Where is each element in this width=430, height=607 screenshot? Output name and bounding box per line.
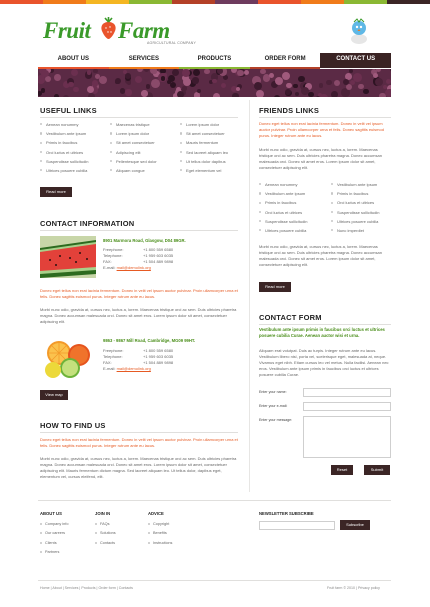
office-2-details	[103, 348, 243, 372]
reset-button[interactable]: Reset	[331, 465, 353, 475]
detail-label: E-mail:	[103, 366, 116, 371]
berry-texture	[71, 69, 78, 76]
friends-links-read-more-button[interactable]: Read more	[259, 282, 291, 292]
useful-links-col-3	[180, 122, 228, 177]
berry-texture	[319, 83, 324, 88]
friend-link[interactable]: Ultrices posuere cubilia	[259, 228, 307, 237]
berry-texture	[204, 69, 209, 74]
office-1-details	[103, 247, 243, 271]
berry-texture	[254, 82, 262, 90]
berry-texture	[217, 69, 223, 74]
detail-label: FAX:	[103, 259, 112, 264]
contact-form-body: Aliquam erat volutpat. Duis ac turpis. Integer rutrum ante eu lacus. Vestibulum libero nisl, porta vel, scelerisque eget, malesuada at, neque. Vivamus eget nibh. Etiam cursus leo vel metus. Nulla facilisi. Aenean nec eros. Vestibulum ante ipsum primis in faucibus orci luctus et ultrices posuere cubilia Curae.	[259, 348, 389, 377]
berry-texture	[125, 73, 131, 79]
berry-texture	[269, 73, 274, 78]
berry-texture	[213, 93, 220, 97]
logo-tagline: AGRICULTURAL COMPANY	[147, 41, 197, 45]
berry-texture	[88, 93, 95, 97]
berry-texture	[54, 74, 60, 80]
friend-link[interactable]: Nunc imperdiet	[331, 228, 379, 237]
useful-link[interactable]: Primis in faucibus	[40, 140, 88, 149]
useful-link[interactable]: Ultrices posuere cubilia	[40, 168, 88, 177]
footer-about-list	[40, 522, 68, 559]
useful-link[interactable]: Maecenas tristique	[110, 122, 157, 131]
berry-texture	[390, 69, 391, 72]
berry-texture	[144, 69, 149, 72]
useful-links-col-2	[110, 122, 157, 177]
berry-texture	[182, 69, 190, 77]
friend-link[interactable]: Orci luctus et ultrices	[259, 210, 307, 219]
detail-value: +1 800 559 6580	[143, 348, 174, 353]
friends-links-body-2: Morbi nunc odio, gravida at, cursus nec, luctus a, lorem. Maecenas tristique orci ac sem. Duis ultricies pharetra magna. Donec accumsan malesuada orci. Donec sit amet eros. Lorem ipsum dolor sit amet, consectetuer adipiscing elit.	[259, 244, 382, 267]
useful-link[interactable]: Ut tellus dolor dapibus	[180, 159, 228, 168]
berry-texture	[141, 90, 148, 97]
how-to-find-body: Morbi nunc odio, gravida at, cursus nec, luctus a, lorem. Maecenas tristique orci ac sem. Duis ultricies pharetra magna. Donec accumsan malesuada orci. Donec sit amet eros. Lorem ipsum dolor sit amet, consectetuer adipiscing elit. Mauris fermentum dictum magna. Sed laoreet aliquam leo. Ut tellus dolor, dapibus eget, elementum vel, cursus eleifend, elit.	[40, 456, 237, 479]
footer-link[interactable]: Contacts	[95, 541, 116, 550]
useful-link[interactable]: Vestibulum ante ipsum	[40, 131, 88, 140]
detail-value: +1 959 603 6035	[143, 253, 174, 258]
berry-texture	[177, 91, 184, 97]
nav-order-form[interactable]: ORDER FORM	[250, 53, 321, 68]
berry-texture	[168, 75, 175, 82]
useful-links-read-more-button[interactable]: Read more	[40, 187, 72, 197]
footer-link[interactable]: Our careers	[40, 531, 68, 540]
top-color-stripe	[0, 0, 430, 4]
berry-texture	[293, 84, 298, 89]
berry-texture	[308, 92, 313, 97]
detail-value: +1 800 559 6580	[143, 247, 174, 252]
berry-texture	[386, 79, 391, 84]
useful-link[interactable]: Eget elementum vel	[180, 168, 228, 177]
footer-link[interactable]: Solutions	[95, 531, 116, 540]
how-to-find-heading: HOW TO FIND US	[40, 421, 106, 430]
berry-texture	[182, 86, 186, 90]
useful-link[interactable]: Aliquam congue	[110, 168, 157, 177]
berry-texture	[282, 72, 290, 80]
friend-link[interactable]: Ultrices posuere cubilia	[331, 219, 379, 228]
berry-texture	[256, 90, 265, 97]
berry-texture	[135, 76, 142, 83]
detail-value: +1 959 603 6035	[143, 354, 174, 359]
berry-texture	[375, 78, 383, 86]
berry-texture	[212, 79, 217, 84]
message-field-label: Enter your message:	[259, 418, 293, 422]
newsletter-heading: NEWSLETTER SUBSCRIBE	[259, 511, 314, 516]
berry-texture	[244, 70, 249, 75]
contact-info-body: Morbi nunc odio, gravida at, cursus nec, luctus a, lorem. Maecenas tristique orci ac sem. Duis ultricies pharetra magna. Donec accumsan malesuada orci. Donec sit amet eros. Lorem ipsum dolor sit amet, consectetuer adipiscing elit.	[40, 307, 237, 324]
contact-info-lead: Donec eget tellus non erat lacinia fermentum. Donec in velit vel ipsum auctor pulvinar. Proin ullamcorper urna et felis. Donec sagittis euismod purus. Integer rutrum ante eu lacus.	[40, 288, 238, 299]
useful-link[interactable]: Mauris fermentum	[180, 140, 228, 149]
berry-texture	[286, 83, 292, 89]
berry-texture	[146, 84, 150, 88]
berry-texture	[363, 89, 369, 95]
friends-links-col-1	[259, 182, 307, 237]
friend-link[interactable]: Primis in faucibus	[331, 191, 379, 200]
footer-divider	[38, 500, 391, 501]
stripe-segment	[301, 0, 344, 4]
berry-texture	[349, 69, 353, 73]
detail-value: +1 504 889 9898	[143, 259, 174, 264]
footer-join-list	[95, 522, 116, 550]
footer-link[interactable]: Instructions	[148, 541, 172, 550]
berry-texture	[170, 82, 176, 88]
useful-links-heading: USEFUL LINKS	[40, 106, 97, 115]
useful-link[interactable]: Suspendisse sollicitudin	[40, 159, 88, 168]
email-field-label: Enter your e-mail:	[259, 404, 288, 408]
stripe-segment	[129, 0, 172, 4]
berry-texture	[223, 75, 228, 80]
friend-link[interactable]: Aenean nonummy	[259, 182, 307, 191]
watermelon-photo	[40, 236, 96, 278]
stripe-segment	[43, 0, 86, 4]
berry-texture	[193, 69, 200, 76]
detail-value: +1 504 889 9898	[143, 360, 174, 365]
footer-link[interactable]: Clients	[40, 541, 68, 550]
berry-texture	[125, 89, 131, 95]
footer-link[interactable]: Benefits	[148, 531, 172, 540]
berry-texture	[161, 76, 165, 80]
friends-links-body-1: Morbi nunc odio, gravida at, cursus nec, luctus a, lorem. Maecenas tristique orci ac sem. Duis ultricies pharetra magna. Donec accumsan malesuada orci. Donec sit amet eros. Lorem ipsum dolor sit amet, consectetuer adipiscing elit.	[259, 147, 382, 170]
useful-link[interactable]: Adipiscing elit	[110, 150, 157, 159]
berry-texture	[316, 96, 320, 97]
berries-banner-image	[38, 69, 391, 97]
footer-advice-heading: ADVICE	[148, 511, 164, 516]
nav-about-us[interactable]: ABOUT US	[38, 53, 109, 68]
friend-link[interactable]: Vestibulum ante ipsum	[331, 182, 379, 191]
nav-products[interactable]: PRODUCTS	[179, 53, 250, 68]
message-textarea[interactable]	[303, 416, 391, 458]
contact-form-heading: CONTACT FORM	[259, 313, 322, 322]
office-2-email-link[interactable]: mail@demolink.org	[116, 366, 151, 371]
berry-texture	[54, 94, 59, 97]
detail-label: Telephone:	[103, 354, 123, 359]
footer-link[interactable]: Company info	[40, 522, 68, 531]
contact-form-lead: Vestibulum ante ipsum primis in faucibus orci luctus et ultrices posuere cubilia Curae. Aenean auctor wisi et urna.	[259, 327, 385, 339]
berry-texture	[38, 75, 45, 84]
footer-bottom-links[interactable]: Home | About | Services | Products | Order form | Contacts	[40, 586, 133, 590]
logo-word-fruit: Fruit	[43, 18, 91, 43]
berry-texture	[194, 92, 201, 97]
berry-texture	[93, 69, 97, 73]
detail-label: Freephone:	[103, 247, 124, 252]
how-to-find-lead: Donec eget tellus non erat lacinia fermentum. Donec in velit vel ipsum auctor pulvinar. Proin ullamcorper urna et felis. Donec sagittis euismod purus. Integer rutrum ante eu lacus.	[40, 437, 238, 448]
column-separator	[249, 100, 250, 492]
berry-texture	[99, 76, 107, 84]
berry-texture	[236, 87, 240, 91]
newsletter-email-input[interactable]	[259, 521, 335, 530]
berry-texture	[385, 89, 391, 97]
stripe-segment	[387, 0, 430, 4]
divider	[259, 117, 391, 118]
logo[interactable]	[43, 13, 213, 53]
office-2-address: 9863 - 9867 Mill Road, Cambridge, MG09 99HT.	[103, 338, 196, 343]
useful-link[interactable]: Sed laoreet aliquam leo	[180, 150, 228, 159]
berry-texture	[192, 77, 198, 83]
berry-texture	[260, 69, 266, 74]
detail-label: Freephone:	[103, 348, 124, 353]
berry-texture	[326, 80, 332, 86]
berry-texture	[331, 91, 338, 97]
friend-link[interactable]: Vestibulum ante ipsum	[259, 191, 307, 200]
useful-link[interactable]: Lorem ipsum dolor	[180, 122, 228, 131]
berry-texture	[232, 93, 238, 97]
office-1-address: 8901 Marmora Road, Glasgow, D04 89GR.	[103, 238, 186, 243]
berry-texture	[353, 73, 362, 82]
useful-link[interactable]: Sit amet consectetuer	[180, 131, 228, 140]
berry-texture	[41, 88, 46, 93]
berry-texture	[320, 94, 329, 97]
friend-link[interactable]: Suspendisse sollicitudin	[259, 219, 307, 228]
footer-advice-list	[148, 522, 172, 550]
bird-mascot-icon	[348, 15, 370, 45]
divider	[40, 432, 238, 433]
stripe-segment	[215, 0, 258, 4]
footer-about-heading: ABOUT US	[40, 511, 62, 516]
berry-texture	[127, 81, 131, 85]
berry-texture	[137, 69, 143, 72]
useful-link[interactable]: Sit amet consectetuer	[110, 140, 157, 149]
stripe-segment	[86, 0, 129, 4]
stripe-segment	[258, 0, 301, 4]
copyright-text: Fruit farm © 2010 | Privacy policy	[327, 586, 380, 590]
main-nav	[38, 53, 391, 68]
name-field-label: Enter your name:	[259, 390, 287, 394]
friends-links-col-2	[331, 182, 379, 237]
friend-link[interactable]: Orci luctus et ultrices	[331, 200, 379, 209]
berry-texture	[334, 80, 340, 86]
berry-texture	[295, 92, 300, 97]
divider	[40, 117, 238, 118]
stripe-segment	[344, 0, 387, 4]
submit-button[interactable]: Submit	[364, 465, 390, 475]
friends-links-heading: FRIENDS LINKS	[259, 106, 320, 115]
stripe-segment	[0, 0, 43, 4]
berry-texture	[73, 87, 79, 93]
office-1-email-link[interactable]: mail@demolink.org	[116, 265, 151, 270]
useful-link[interactable]: Aenean nonummy	[40, 122, 88, 131]
friends-links-lead: Donec eget tellus non erat lacinia fermentum. Donec in velit vel ipsum auctor pulvinar. Proin ullamcorper urna et felis. Donec sagittis euismod purus. Integer rutrum ante eu lacus.	[259, 121, 384, 138]
useful-link[interactable]: Lorem ipsum dolor	[110, 131, 157, 140]
berry-texture	[197, 89, 202, 94]
strawberry-icon	[99, 17, 118, 40]
divider	[259, 324, 391, 325]
divider	[40, 230, 238, 231]
berry-texture	[221, 83, 226, 88]
useful-link[interactable]: Pellentesque sed dolor	[110, 159, 157, 168]
citrus-photo	[40, 338, 96, 380]
footer-link[interactable]: Partners	[40, 550, 68, 559]
berry-texture	[63, 95, 69, 97]
berry-texture	[285, 89, 291, 95]
friend-link[interactable]: Suspendisse sollicitudin	[331, 210, 379, 219]
nav-contact-us[interactable]: CONTACT US	[320, 53, 391, 68]
footer-link[interactable]: FAQs	[95, 522, 116, 531]
berry-texture	[115, 78, 121, 84]
friend-link[interactable]: Primis in faucibus	[259, 200, 307, 209]
detail-label: Telephone:	[103, 253, 123, 258]
footer-bottom-divider	[38, 580, 391, 581]
detail-label: E-mail:	[103, 265, 116, 270]
stripe-segment	[172, 0, 215, 4]
useful-links-col-1	[40, 122, 88, 177]
email-input[interactable]	[303, 402, 391, 411]
view-map-button[interactable]: View map	[40, 390, 68, 400]
footer-link[interactable]: Copyright	[148, 522, 172, 531]
logo-word-farm: Farm	[118, 18, 170, 43]
name-input[interactable]	[303, 388, 391, 397]
footer-join-heading: JOIN IN	[95, 511, 111, 516]
useful-link[interactable]: Orci luctus et ultrices	[40, 150, 88, 159]
berry-texture	[274, 95, 280, 97]
detail-label: FAX:	[103, 360, 112, 365]
subscribe-button[interactable]: Subscribe	[340, 520, 370, 530]
nav-services[interactable]: SERVICES	[109, 53, 180, 68]
contact-info-heading: CONTACT INFORMATION	[40, 219, 135, 228]
